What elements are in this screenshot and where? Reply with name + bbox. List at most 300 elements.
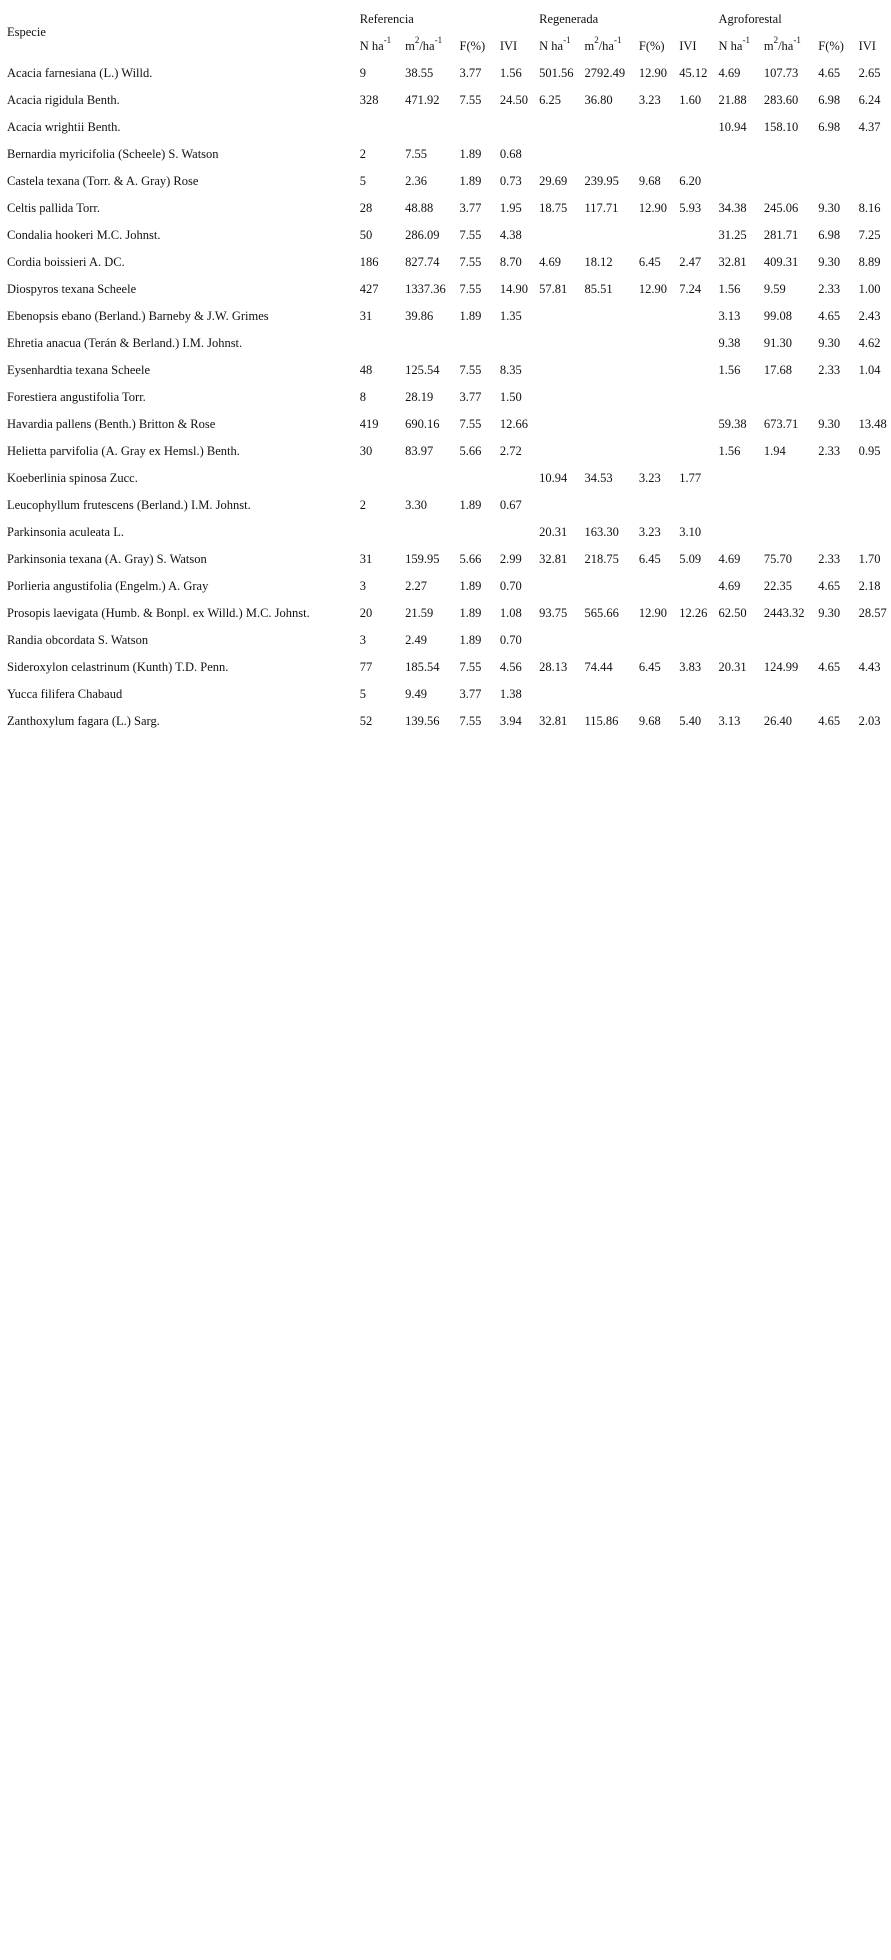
value-cell: 2.36 bbox=[405, 173, 427, 188]
value-cell: 117.71 bbox=[584, 200, 619, 215]
value-cell: 12.26 bbox=[679, 605, 708, 620]
value-cell bbox=[532, 491, 577, 518]
value-cell: 1.89 bbox=[459, 632, 482, 647]
value-cell: 34.53 bbox=[584, 470, 613, 485]
value-cell: 9.68 bbox=[638, 173, 661, 188]
value-cell: 159.95 bbox=[405, 551, 440, 566]
table-row bbox=[0, 302, 891, 329]
column-header-superscript: -1 bbox=[563, 35, 571, 46]
table-row bbox=[0, 59, 891, 86]
value-cell: 565.66 bbox=[584, 605, 619, 620]
column-header-text: IVI bbox=[679, 38, 697, 53]
value-cell: 1.56 bbox=[718, 443, 741, 458]
value-cell: 2.43 bbox=[858, 308, 881, 323]
column-header-text: m bbox=[584, 38, 595, 53]
value-cell: 3.83 bbox=[679, 659, 702, 674]
value-cell bbox=[712, 491, 757, 518]
value-cell: 2.33 bbox=[818, 443, 841, 458]
value-cell bbox=[532, 680, 577, 707]
value-cell: 2.03 bbox=[858, 713, 881, 728]
value-cell: 6.45 bbox=[638, 551, 661, 566]
value-cell bbox=[672, 302, 711, 329]
species-name-cell: Castela texana (Torr. & A. Gray) Rose bbox=[7, 173, 199, 188]
value-cell: 2.33 bbox=[818, 362, 841, 377]
table-row bbox=[0, 86, 891, 113]
value-cell: 9 bbox=[359, 65, 366, 80]
value-cell bbox=[453, 329, 493, 356]
value-cell bbox=[672, 437, 711, 464]
value-cell: 9.68 bbox=[638, 713, 661, 728]
value-cell: 3.30 bbox=[405, 497, 427, 512]
value-cell: 31 bbox=[359, 308, 373, 323]
value-cell: 3 bbox=[359, 632, 366, 647]
value-cell: 1.56 bbox=[718, 362, 741, 377]
value-cell: 3.23 bbox=[638, 92, 661, 107]
value-cell bbox=[852, 491, 891, 518]
value-cell bbox=[757, 167, 811, 194]
value-cell bbox=[811, 626, 851, 653]
value-cell: 39.86 bbox=[405, 308, 434, 323]
value-cell: 99.08 bbox=[763, 308, 792, 323]
value-cell: 48 bbox=[359, 362, 373, 377]
value-cell bbox=[672, 221, 711, 248]
value-cell: 5.93 bbox=[679, 200, 702, 215]
value-cell: 158.10 bbox=[763, 119, 799, 134]
table-row bbox=[0, 464, 891, 491]
column-header-text: F(%) bbox=[638, 38, 665, 53]
value-cell: 21.59 bbox=[405, 605, 434, 620]
value-cell bbox=[672, 329, 711, 356]
value-cell bbox=[577, 329, 631, 356]
column-header-text: m bbox=[405, 38, 415, 53]
species-name-cell: Ebenopsis ebano (Berland.) Barneby & J.W. Grimes bbox=[7, 308, 269, 323]
value-cell: 4.65 bbox=[818, 65, 841, 80]
value-cell: 1.38 bbox=[499, 686, 522, 701]
value-cell: 10.94 bbox=[539, 470, 568, 485]
column-header-referencia-f-pct bbox=[453, 32, 493, 59]
value-cell: 4.69 bbox=[539, 254, 561, 269]
table-row bbox=[0, 707, 891, 734]
column-header-text: N ha bbox=[359, 38, 384, 53]
column-header-regenerada-ivi bbox=[672, 32, 711, 59]
table-header bbox=[0, 5, 891, 59]
value-cell: 4.43 bbox=[858, 659, 881, 674]
value-cell: 3 bbox=[359, 578, 366, 593]
value-cell bbox=[632, 680, 672, 707]
species-name-cell: Ehretia anacua (Terán & Berland.) I.M. Johnst. bbox=[7, 335, 243, 350]
value-cell bbox=[632, 140, 672, 167]
value-cell: 2 bbox=[359, 146, 366, 161]
value-cell: 3.13 bbox=[718, 308, 741, 323]
value-cell bbox=[632, 572, 672, 599]
column-header-agroforestal-ivi bbox=[852, 32, 891, 59]
value-cell: 12.90 bbox=[638, 65, 668, 80]
value-cell: 18.75 bbox=[539, 200, 568, 215]
value-cell: 8 bbox=[359, 389, 366, 404]
species-name-cell: Cordia boissieri A. DC. bbox=[7, 254, 125, 269]
value-cell: 9.30 bbox=[818, 200, 841, 215]
table-row bbox=[0, 221, 891, 248]
value-cell: 9.30 bbox=[818, 254, 841, 269]
species-name-cell: Koeberlinia spinosa Zucc. bbox=[7, 470, 138, 485]
value-cell bbox=[577, 302, 631, 329]
value-cell bbox=[757, 383, 811, 410]
value-cell: 28 bbox=[359, 200, 373, 215]
value-cell: 1.56 bbox=[718, 281, 741, 296]
value-cell bbox=[712, 383, 757, 410]
value-cell bbox=[632, 410, 672, 437]
value-cell: 4.65 bbox=[818, 308, 841, 323]
value-cell: 2.99 bbox=[499, 551, 522, 566]
value-cell: 9.49 bbox=[405, 686, 427, 701]
value-cell: 6.25 bbox=[539, 92, 561, 107]
value-cell: 77 bbox=[359, 659, 373, 674]
species-name-cell: Diospyros texana Scheele bbox=[7, 281, 137, 296]
column-header-referencia-m2-ha bbox=[398, 32, 452, 59]
value-cell bbox=[852, 626, 891, 653]
value-cell: 6.20 bbox=[679, 173, 702, 188]
column-header-text: F(%) bbox=[818, 38, 844, 53]
value-cell: 3.23 bbox=[638, 470, 661, 485]
value-cell: 74.44 bbox=[584, 659, 613, 674]
value-cell bbox=[712, 464, 757, 491]
value-cell: 52 bbox=[359, 713, 373, 728]
value-cell: 5 bbox=[359, 173, 366, 188]
value-cell: 3.23 bbox=[638, 524, 661, 539]
column-header-text: /ha bbox=[778, 38, 794, 53]
group-header-referencia: Referencia bbox=[359, 11, 414, 26]
value-cell: 9.30 bbox=[818, 605, 841, 620]
value-cell bbox=[811, 464, 851, 491]
value-cell: 6.45 bbox=[638, 254, 661, 269]
value-cell: 1.08 bbox=[499, 605, 522, 620]
column-header-superscript: -1 bbox=[434, 35, 443, 46]
column-header-text: m bbox=[763, 38, 774, 53]
species-name-cell: Acacia wrightii Benth. bbox=[7, 119, 121, 134]
value-cell bbox=[532, 113, 577, 140]
value-cell: 34.38 bbox=[718, 200, 747, 215]
value-cell: 7.55 bbox=[459, 659, 482, 674]
table-row bbox=[0, 626, 891, 653]
value-cell: 8.70 bbox=[499, 254, 522, 269]
value-cell bbox=[532, 383, 577, 410]
value-cell: 283.60 bbox=[763, 92, 799, 107]
value-cell bbox=[577, 113, 631, 140]
value-cell: 4.38 bbox=[499, 227, 522, 242]
value-cell: 36.80 bbox=[584, 92, 613, 107]
column-header-superscript: 2 bbox=[594, 35, 599, 46]
column-header-superscript: -1 bbox=[793, 35, 801, 46]
value-cell: 45.12 bbox=[679, 65, 708, 80]
value-cell: 4.65 bbox=[818, 659, 841, 674]
value-cell: 3.10 bbox=[679, 524, 702, 539]
especie-header: Especie bbox=[7, 25, 46, 39]
species-name-cell: Parkinsonia texana (A. Gray) S. Watson bbox=[7, 551, 207, 566]
value-cell: 7.55 bbox=[459, 281, 482, 296]
table-row bbox=[0, 599, 891, 626]
value-cell bbox=[757, 680, 811, 707]
value-cell bbox=[453, 113, 493, 140]
value-cell: 2443.32 bbox=[763, 605, 805, 620]
value-cell: 4.69 bbox=[718, 551, 741, 566]
value-cell: 7.55 bbox=[459, 713, 482, 728]
value-cell: 1.60 bbox=[679, 92, 702, 107]
value-cell bbox=[712, 140, 757, 167]
value-cell bbox=[353, 113, 398, 140]
value-cell: 1.00 bbox=[858, 281, 881, 296]
table-row bbox=[0, 356, 891, 383]
column-header-text: F(%) bbox=[459, 38, 486, 53]
value-cell: 28.19 bbox=[405, 389, 434, 404]
species-name-cell: Randia obcordata S. Watson bbox=[7, 632, 149, 647]
value-cell: 4.69 bbox=[718, 578, 741, 593]
value-cell bbox=[811, 491, 851, 518]
value-cell bbox=[672, 383, 711, 410]
value-cell: 5.09 bbox=[679, 551, 702, 566]
value-cell bbox=[398, 464, 452, 491]
value-cell: 7.25 bbox=[858, 227, 881, 242]
value-cell: 0.95 bbox=[858, 443, 881, 458]
value-cell: 1.89 bbox=[459, 578, 482, 593]
value-cell bbox=[811, 518, 851, 545]
column-header-agroforestal-f-pct bbox=[811, 32, 851, 59]
table-row bbox=[0, 545, 891, 572]
value-cell: 3.77 bbox=[459, 389, 482, 404]
value-cell bbox=[532, 329, 577, 356]
value-cell bbox=[811, 383, 851, 410]
value-cell: 2.33 bbox=[818, 551, 841, 566]
value-cell bbox=[672, 356, 711, 383]
table-row bbox=[0, 140, 891, 167]
value-cell: 29.69 bbox=[539, 173, 568, 188]
value-cell: 26.40 bbox=[763, 713, 792, 728]
species-name-cell: Havardia pallens (Benth.) Britton & Rose bbox=[7, 416, 216, 431]
value-cell bbox=[532, 302, 577, 329]
value-cell: 20 bbox=[359, 605, 373, 620]
value-cell: 62.50 bbox=[718, 605, 747, 620]
value-cell: 1.94 bbox=[763, 443, 786, 458]
value-cell: 409.31 bbox=[763, 254, 799, 269]
value-cell: 32.81 bbox=[539, 551, 568, 566]
table-row bbox=[0, 680, 891, 707]
value-cell bbox=[493, 518, 532, 545]
value-cell bbox=[577, 626, 631, 653]
value-cell bbox=[577, 491, 631, 518]
value-cell: 18.12 bbox=[584, 254, 613, 269]
value-cell: 1.77 bbox=[679, 470, 702, 485]
value-cell bbox=[353, 329, 398, 356]
value-cell: 139.56 bbox=[405, 713, 440, 728]
species-name-cell: Porlieria angustifolia (Engelm.) A. Gray bbox=[7, 578, 209, 593]
value-cell: 17.68 bbox=[763, 362, 792, 377]
species-name-cell: Acacia rigidula Benth. bbox=[7, 92, 120, 107]
value-cell bbox=[577, 383, 631, 410]
value-cell bbox=[852, 383, 891, 410]
value-cell bbox=[757, 464, 811, 491]
value-cell bbox=[757, 140, 811, 167]
value-cell: 1.56 bbox=[499, 65, 522, 80]
value-cell bbox=[493, 329, 532, 356]
value-cell bbox=[577, 437, 631, 464]
value-cell: 28.57 bbox=[858, 605, 887, 620]
value-cell bbox=[672, 491, 711, 518]
group-header-row bbox=[0, 5, 891, 32]
species-name-cell: Acacia farnesiana (L.) Willd. bbox=[7, 65, 153, 80]
value-cell: 5.66 bbox=[459, 551, 482, 566]
table-row bbox=[0, 329, 891, 356]
value-cell: 24.50 bbox=[499, 92, 528, 107]
value-cell: 4.37 bbox=[858, 119, 881, 134]
value-cell: 50 bbox=[359, 227, 373, 242]
value-cell: 0.68 bbox=[499, 146, 522, 161]
value-cell: 2.65 bbox=[858, 65, 881, 80]
value-cell: 6.98 bbox=[818, 92, 841, 107]
value-cell: 7.55 bbox=[459, 254, 482, 269]
value-cell: 31.25 bbox=[718, 227, 747, 242]
value-cell: 13.48 bbox=[858, 416, 887, 431]
value-cell: 9.30 bbox=[818, 416, 841, 431]
value-cell bbox=[757, 518, 811, 545]
value-cell: 501.56 bbox=[539, 65, 574, 80]
value-cell: 286.09 bbox=[405, 227, 440, 242]
value-cell: 4.65 bbox=[818, 578, 841, 593]
value-cell bbox=[632, 626, 672, 653]
value-cell: 1.89 bbox=[459, 173, 482, 188]
species-table bbox=[0, 5, 891, 734]
value-cell bbox=[577, 221, 631, 248]
value-cell: 7.55 bbox=[459, 92, 482, 107]
value-cell: 30 bbox=[359, 443, 373, 458]
value-cell: 10.94 bbox=[718, 119, 747, 134]
table-row bbox=[0, 653, 891, 680]
table-row bbox=[0, 437, 891, 464]
value-cell: 7.55 bbox=[459, 362, 482, 377]
value-cell bbox=[493, 464, 532, 491]
value-cell bbox=[353, 464, 398, 491]
column-header-referencia-n-ha bbox=[353, 32, 398, 59]
species-name-cell: Condalia hookeri M.C. Johnst. bbox=[7, 227, 161, 242]
value-cell: 4.69 bbox=[718, 65, 741, 80]
value-cell: 57.81 bbox=[539, 281, 568, 296]
value-cell bbox=[632, 329, 672, 356]
value-cell bbox=[632, 383, 672, 410]
value-cell: 2.18 bbox=[858, 578, 881, 593]
group-header-agroforestal: Agroforestal bbox=[718, 11, 782, 26]
value-cell bbox=[712, 680, 757, 707]
column-header-agroforestal-n-ha bbox=[712, 32, 757, 59]
species-name-cell: Forestiera angustifolia Torr. bbox=[7, 389, 146, 404]
value-cell: 690.16 bbox=[405, 416, 440, 431]
value-cell: 427 bbox=[359, 281, 379, 296]
value-cell: 1.89 bbox=[459, 308, 482, 323]
value-cell bbox=[757, 626, 811, 653]
species-name-cell: Bernardia myricifolia (Scheele) S. Watson bbox=[7, 146, 219, 161]
value-cell: 20.31 bbox=[539, 524, 568, 539]
value-cell: 2.47 bbox=[679, 254, 702, 269]
value-cell: 12.66 bbox=[499, 416, 528, 431]
value-cell: 1.95 bbox=[499, 200, 522, 215]
value-cell bbox=[532, 221, 577, 248]
value-cell bbox=[532, 356, 577, 383]
value-cell: 4.56 bbox=[499, 659, 522, 674]
value-cell bbox=[632, 113, 672, 140]
value-cell: 3.77 bbox=[459, 686, 482, 701]
value-cell: 83.97 bbox=[405, 443, 434, 458]
value-cell: 4.65 bbox=[818, 713, 841, 728]
value-cell bbox=[632, 221, 672, 248]
value-cell: 3.94 bbox=[499, 713, 522, 728]
table-row bbox=[0, 275, 891, 302]
value-cell: 0.70 bbox=[499, 632, 522, 647]
species-name-cell: Prosopis laevigata (Humb. & Bonpl. ex Willd.) M.C. Johnst. bbox=[7, 605, 310, 620]
value-cell bbox=[712, 167, 757, 194]
value-cell: 2.27 bbox=[405, 578, 427, 593]
value-cell: 9.38 bbox=[718, 335, 741, 350]
value-cell: 3.77 bbox=[459, 200, 482, 215]
value-cell: 124.99 bbox=[763, 659, 799, 674]
value-cell: 186 bbox=[359, 254, 379, 269]
value-cell: 31 bbox=[359, 551, 373, 566]
value-cell: 471.92 bbox=[405, 92, 440, 107]
value-cell: 8.16 bbox=[858, 200, 881, 215]
value-cell: 2.49 bbox=[405, 632, 427, 647]
value-cell: 32.81 bbox=[718, 254, 747, 269]
value-cell bbox=[811, 140, 851, 167]
value-cell: 91.30 bbox=[763, 335, 792, 350]
value-cell: 1.89 bbox=[459, 605, 482, 620]
value-cell bbox=[672, 572, 711, 599]
value-cell: 6.24 bbox=[858, 92, 881, 107]
value-cell: 12.90 bbox=[638, 200, 668, 215]
value-cell bbox=[493, 113, 532, 140]
value-cell: 6.98 bbox=[818, 119, 841, 134]
value-cell: 2.33 bbox=[818, 281, 841, 296]
column-header-superscript: 2 bbox=[414, 35, 420, 46]
table-row bbox=[0, 383, 891, 410]
table-row bbox=[0, 572, 891, 599]
value-cell: 48.88 bbox=[405, 200, 434, 215]
value-cell: 281.71 bbox=[763, 227, 799, 242]
value-cell: 2 bbox=[359, 497, 366, 512]
value-cell: 2792.49 bbox=[584, 65, 626, 80]
value-cell bbox=[672, 113, 711, 140]
column-header-text: /ha bbox=[419, 38, 435, 53]
value-cell: 5.40 bbox=[679, 713, 702, 728]
value-cell: 5.66 bbox=[459, 443, 482, 458]
column-header-superscript: 2 bbox=[773, 35, 779, 46]
value-cell bbox=[811, 680, 851, 707]
value-cell bbox=[712, 626, 757, 653]
value-cell bbox=[577, 410, 631, 437]
value-cell bbox=[852, 518, 891, 545]
value-cell: 85.51 bbox=[584, 281, 613, 296]
column-header-regenerada-f-pct bbox=[632, 32, 672, 59]
value-cell bbox=[811, 167, 851, 194]
species-name-cell: Parkinsonia aculeata L. bbox=[7, 524, 124, 539]
value-cell bbox=[577, 140, 631, 167]
value-cell: 673.71 bbox=[763, 416, 799, 431]
column-header-regenerada-m2-ha bbox=[577, 32, 631, 59]
value-cell: 20.31 bbox=[718, 659, 747, 674]
species-name-cell: Sideroxylon celastrinum (Kunth) T.D. Penn. bbox=[7, 659, 229, 674]
value-cell: 38.55 bbox=[405, 65, 434, 80]
value-cell: 3.13 bbox=[718, 713, 741, 728]
species-name-cell: Zanthoxylum fagara (L.) Sarg. bbox=[7, 713, 160, 728]
value-cell: 7.55 bbox=[459, 416, 482, 431]
value-cell: 115.86 bbox=[584, 713, 619, 728]
value-cell: 1.70 bbox=[858, 551, 881, 566]
value-cell bbox=[532, 626, 577, 653]
